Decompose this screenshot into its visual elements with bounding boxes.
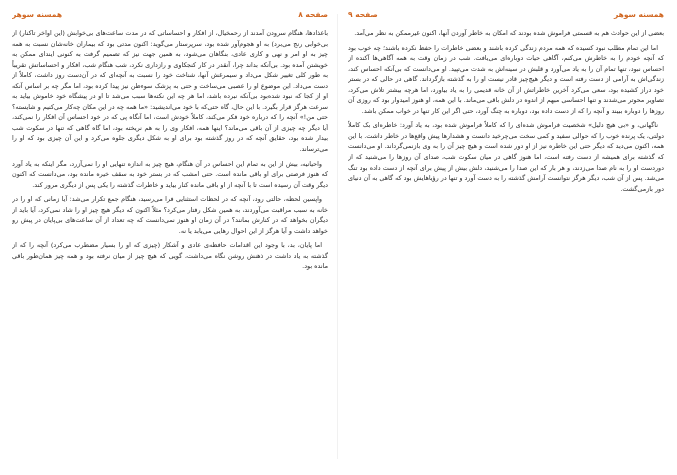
right-paragraph-1: بعضی از این حوادث هم به قسمتی فراموش شده بودند که امکان به خاطر آوردن آنها، اکنون غیرممکن به نظر می‌آمد. [354, 29, 664, 37]
right-paragraph-2: اما این تمام مطلب نبود کسیده که همه مردم زندگی کرده باشند و بعضی خاطرات را حفظ نکرده باشند؛ چه خوب بود که آنچه خودم را به خاطرش می‌کنم، آگاهی حیات دوباره‌ای می‌یافت. شب در زمان وقت به همه آگاهی‌ها آکنده از احساس نبود، تنها تمام آن را به یاد می‌آورد و قلبش در سینه‌اش به شدت می‌تپید. او می‌دانست که بی‌آنکه احساس کند، زندگی‌اش به آرامی از دست رفته است و دیگر هیچ‌چیز قادر نیست او را به گذشته بازگرداند. گاهی در حالی که در بستر خود دراز کشیده بود، سعی می‌کرد آخرین خاطراتش از آن خانه قدیمی را به یاد بیاورد، اما هرچه بیشتر تلاش می‌کرد، تصاویر محوتر می‌شدند و تنها احساسی مبهم از اندوه در دلش باقی می‌ماند. با این همه، او هنوز امیدوار بود که روزی آن روزها را دوباره ببیند و آنچه را که از دست داده بود، دوباره به چنگ آورد، حتی اگر این کار تنها در خواب ممکن باشد. [348, 43, 664, 115]
page-gutter-divider [337, 14, 338, 459]
right-paragraph-3: ناگهانی، و «بی‌ هیچ دلیل» شخصیت فراموش شده‌ای را که کاملاً فراموش شده بود، به یاد آورد: خاطره‌ای بک کاملاً دولتی، یک پرنده خوب را که حوالی سفید و کمی سخت می‌چرخید دانست و هشدارها پیش واقع‌ها در خاطر داشت. با این همه، اکنون می‌دید که دیگر حتی این خاطره نیز از او دور شده است و هیچ چیز آن را به وی بازنمی‌گرداند. او می‌دانست که گذشته برای همیشه از دست رفته است، اما هنوز گاهی در میان سکوت شب، صدای آن روزها را می‌شنید که از دوردست او را به نام صدا می‌زدند، و هر بار که این صدا را می‌شنید، دلش بیش از پیش برای آنچه از دست داده بود تنگ می‌شد. پس از آن شب، دیگر هرگز نتوانست آرامش گذشته را به دست آورد و تنها در رؤیاهایش بود که گاهی به آن دنیای دور بازمی‌گشت. [348, 121, 664, 193]
left-page-body [12, 28, 328, 272]
right-page-body [348, 28, 664, 194]
left-paragraph-3: واپسین لحظه، حالتی رود، آنچه که در لحظات استثنایی فرا می‌رسید، هنگام جمع تکرار می‌شد: آیا زمانی که او را در خانه به سبب مراقبت می‌آوردند، به همین شکل رفتار می‌کرد؟ مثلاً اکنون که دیگر هیچ چیز او را شاد نمی‌کرد، آیا باید از دیگران بخواهد که در کنارش بمانند؟ در آن زمان او هنوز نمی‌دانست که چه تعداد از آن ساعت‌های بی‌پایان در پیش رو خواهد داشت و آیا هرگز از این احوال رهایی می‌یابد یا نه. [12, 195, 328, 235]
left-paragraph-2: واحیانیه، بیش از این به تمام این احساس در آن هنگام، هیچ چیز به اندازه تنهایی او را نمی‌آزرد، مگر اینکه به یاد آورد که هنوز فرصتی برای او باقی مانده است. حتی امشب که در بستر خود به سقف خیره مانده بود، می‌دانست که اکنون دیگر وقت آن رسیده است تا با آنچه از او باقی مانده کنار بیاید و خاطرات گذشته را یکی پس از دیگری مرور کند. [12, 159, 328, 189]
right-page-header [348, 10, 664, 26]
left-paragraph-4: اما پایان، بد، با وجود این اقدامات حافظه‌ی عادی و آشکار (چیزی که او را بسیار مضطرب می‌کرد) آنچه را که از گذشته به یاد داشت در ذهنش روشن نگاه می‌داشت، گویی که هیچ چیز از میان نرفته بود و همه چیز همان‌طور باقی مانده بود. [12, 241, 328, 271]
right-book-title: همسنه سوهر [613, 10, 664, 19]
left-page-header [12, 10, 328, 26]
left-paragraph-1: باعذادها، هنگام سرودن آمدند از رحمخیال، از افکار و احساساتی که در مدت ساعت‌های بی‌خوابش (این اواخر تا‌کنار) از بی‌خوابی رنج می‌برد) به او هجوم‌آور شده بود، سرپرستار می‌گوید: اکنون مدتی بود که بیماران خانه‌شان نسبت به همه چیز به او امر و نهی و کاری عادی، بنگاهان می‌شود، به همین جهت نیز که تصمیم گرفت به کنونی ایندای ممکن به خویشتن آمده بود. بی‌آنکه بداند چرا، آنقدر در کار کنجکاوی و رازداری نکرد، شب هنگام شب، افکار و احساساتش تقریباً به طور کلی تغییر شکل می‌داد و سیمرغش آنها، شناخت خود را نسبت به آنچه‌ای که در آن‌دست روز داشت، کاملاً از دست می‌داد. این موضوع او را عصبی می‌ساخت و حتی به پزشک سوء‌ظن نیز پیدا کرده بود، اما مگر چه بر اساس آنکه او از کجا که نبود شده‌بود بی‌آنکه نبرده باشد، اما هر چه این نکته‌ها سبب می‌شد تا او در پیشگاه خود خاموش بیاید به سرعت هرگز قرار بگیرد. با این حال، گاه حتی‌که با خود می‌اندیشید: «ما همه چه در این مکان چه‌کار می‌کنیم و شایسته؟ حتی من!» آنچه را که درباره خود فکر می‌کند، کاملاً خودش است، اما آنگاه پی که در خود احساس آن افکار را نمی‌کند، آیا دیگر چه چیزی از آن باقی می‌ماند؟ اینها همه، افکار وی را به هم نریخته بود، اما گاه گاهی که تنها در سکوت شب بیدار شده بود، حقایق آنچه که در روز گذشته بود برای او به شکل دیگری جلوه می‌کرد و این آن چیزی بود که او را می‌ترساند. [12, 29, 328, 154]
right-page [348, 10, 664, 462]
left-page-number: صفحه ۸ [298, 10, 328, 19]
left-book-title: همسنه سوهر [12, 10, 63, 19]
right-page-number: صفحه ۹ [348, 10, 378, 19]
left-page [12, 10, 328, 462]
